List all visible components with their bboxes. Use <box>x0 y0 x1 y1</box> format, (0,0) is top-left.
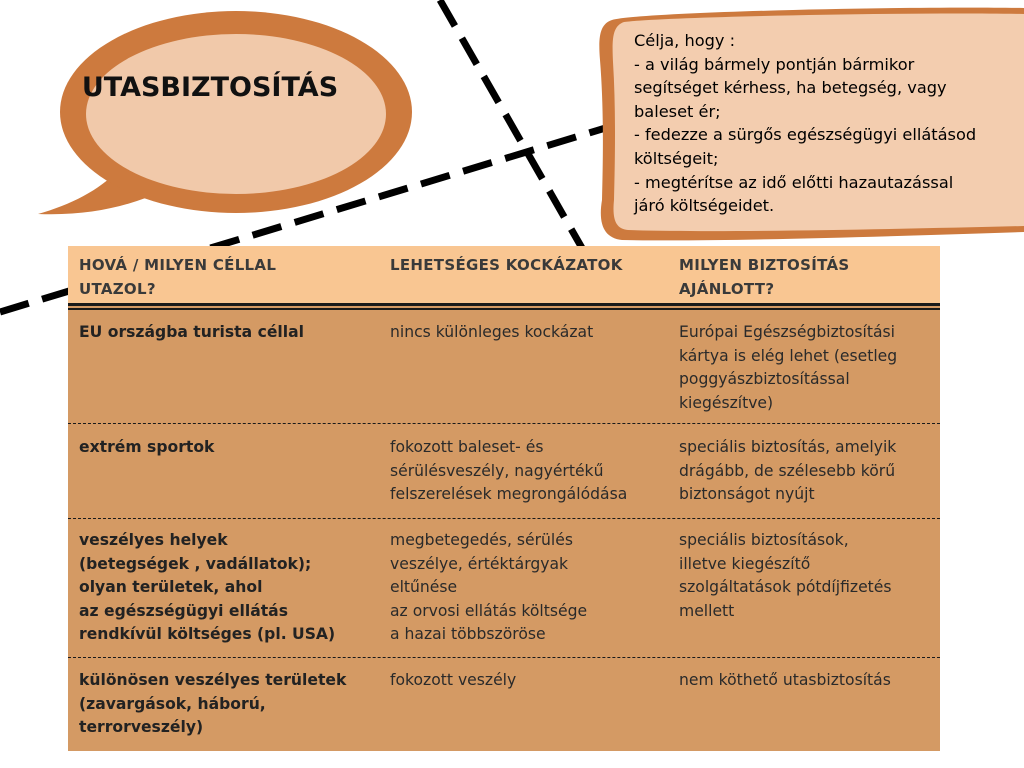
table-cell-insurance: speciális biztosítás, amelyik drágább, de szélesebb körű biztonságot nyújt <box>679 438 897 503</box>
info-line: segítséget kérhess, ha betegség, vagy <box>634 78 947 98</box>
table-cell-destination: extrém sportok <box>79 438 215 456</box>
header-divider <box>68 308 940 310</box>
info-line: költségeit; <box>634 148 719 168</box>
table-cell-destination: különösen veszélyes területek (zavargások, háború, terrorveszély) <box>79 671 347 736</box>
row-separator <box>68 423 940 424</box>
page-title: UTASBIZTOSÍTÁS <box>81 72 339 103</box>
info-box <box>634 29 1006 218</box>
info-line: járó költségeidet. <box>634 196 775 216</box>
table-cell-risk: fokozott veszély <box>390 671 517 689</box>
info-line: - a világ bármely pontján bármikor <box>634 54 915 74</box>
table-cell-insurance: Európai Egészségbiztosítási kártya is elég lehet (esetleg poggyászbiztosítással kiegészítve) <box>679 323 898 412</box>
info-line: Célja, hogy : <box>634 31 736 50</box>
table-cell-insurance: speciális biztosítások, illetve kiegészítő szolgáltatások pótdíjfizetés mellett <box>679 531 892 620</box>
insurance-table <box>68 246 940 751</box>
table-cell-risk: megbetegedés, sérülés veszélye, értéktárgyak eltűnése az orvosi ellátás költsége a hazai többszöröse <box>390 531 588 643</box>
table-cell-risk: fokozott baleset- és sérülésveszély, nagyértékű felszerelések megrongálódása <box>390 438 628 503</box>
info-line: - megtérítse az idő előtti hazautazással <box>634 172 954 192</box>
dashed-vertical-line <box>440 0 582 248</box>
title-bubble-inner <box>86 34 386 194</box>
row-separator <box>68 657 940 658</box>
table-cell-destination: veszélyes helyek (betegségek , vadállatok); olyan területek, ahol az egészségügyi ellátás rendkívül költséges (pl. USA) <box>79 531 336 643</box>
header-divider <box>68 303 940 306</box>
info-line: baleset ér; <box>634 101 721 121</box>
header-destination: HOVÁ / MILYEN CÉLLAL UTAZOL? <box>79 256 277 298</box>
row-separator <box>68 518 940 519</box>
header-risks: LEHETSÉGES KOCKÁZATOK <box>390 256 623 274</box>
table-cell-destination: EU országba turista céllal <box>79 323 304 341</box>
table-cell-risk: nincs különleges kockázat <box>390 323 594 341</box>
header-insurance: MILYEN BIZTOSÍTÁS AJÁNLOTT? <box>679 256 850 298</box>
table-cell-insurance: nem köthető utasbiztosítás <box>679 671 891 689</box>
info-line: - fedezze a sürgős egészségügyi ellátásod <box>634 125 977 145</box>
